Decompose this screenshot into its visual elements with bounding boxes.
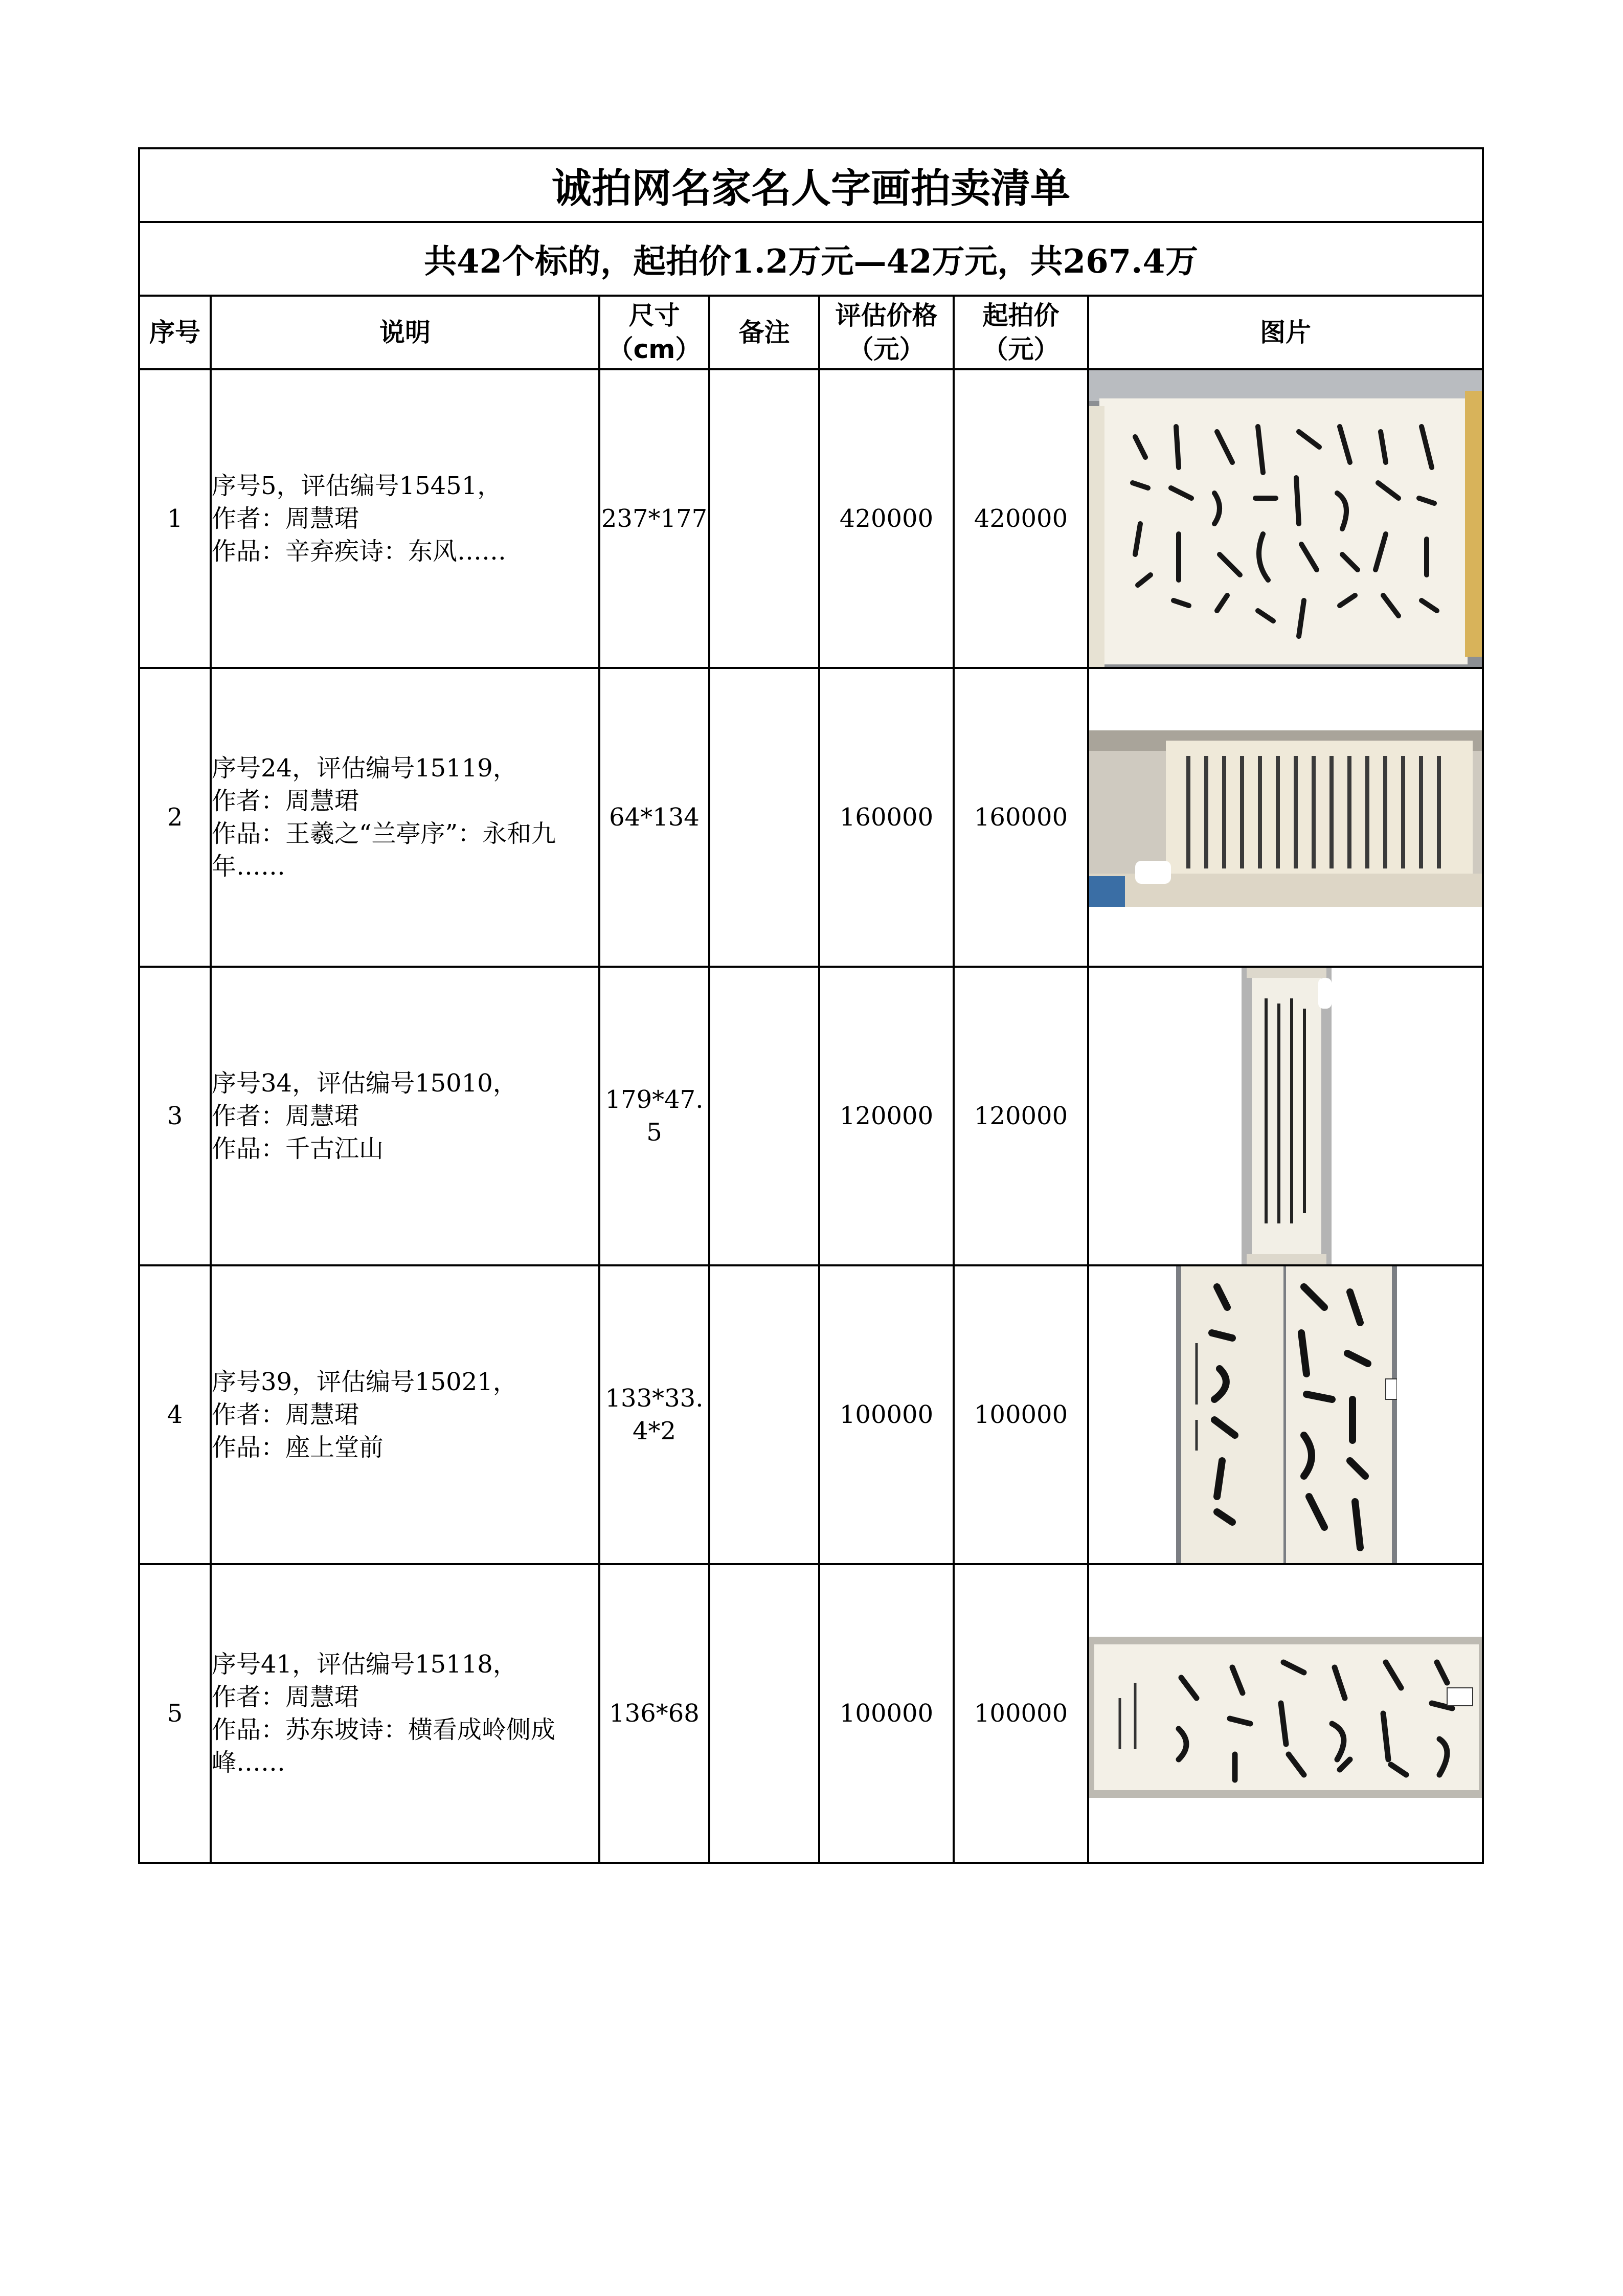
desc-line: 作者：周慧珺 <box>212 1400 359 1429</box>
header-remark: 备注 <box>709 296 819 369</box>
header-desc: 说明 <box>211 296 599 369</box>
cell-desc <box>211 1564 599 1863</box>
cell-image <box>1088 1564 1483 1863</box>
document-title: 诚拍网名家名人字画拍卖清单 <box>139 148 1483 222</box>
cell-no: 4 <box>139 1265 211 1564</box>
cell-image <box>1088 1265 1483 1564</box>
cell-estimate: 100000 <box>819 1564 954 1863</box>
desc-line: 序号39，评估编号15021， <box>212 1368 517 1396</box>
calligraphy-photo <box>1176 1266 1397 1563</box>
header-row <box>139 296 1483 369</box>
header-start-line1: 起拍价 <box>982 301 1060 330</box>
table-row <box>139 369 1483 668</box>
header-estimate-line2: （元） <box>848 335 925 364</box>
desc-line: 序号41，评估编号15118， <box>212 1650 517 1679</box>
cell-size: 179*47.5 <box>599 967 709 1265</box>
cell-estimate: 120000 <box>819 967 954 1265</box>
cell-remark <box>709 369 819 668</box>
header-start-line2: （元） <box>982 335 1060 364</box>
header-estimate-line1: 评估价格 <box>835 301 938 330</box>
desc-line: 序号34，评估编号15010， <box>212 1069 517 1098</box>
cell-estimate: 420000 <box>819 369 954 668</box>
cell-remark <box>709 668 819 967</box>
cell-image <box>1088 967 1483 1265</box>
header-size <box>599 296 709 369</box>
table-row <box>139 1265 1483 1564</box>
desc-line: 作品：千古江山 <box>212 1134 384 1163</box>
cell-no: 3 <box>139 967 211 1265</box>
cell-size: 64*134 <box>599 668 709 967</box>
header-start <box>954 296 1088 369</box>
calligraphy-photo <box>1089 1637 1483 1798</box>
cell-no: 2 <box>139 668 211 967</box>
table-row <box>139 967 1483 1265</box>
cell-desc <box>211 1265 599 1564</box>
cell-image <box>1088 369 1483 668</box>
table-row <box>139 668 1483 967</box>
desc-line: 作者：周慧珺 <box>212 504 359 533</box>
cell-start: 100000 <box>954 1265 1088 1564</box>
cell-size: 237*177 <box>599 369 709 668</box>
cell-image <box>1088 668 1483 967</box>
header-image: 图片 <box>1088 296 1483 369</box>
desc-line: 作者：周慧珺 <box>212 1683 359 1711</box>
header-no: 序号 <box>139 296 211 369</box>
header-size-line1: 尺寸 <box>628 301 680 330</box>
desc-line: 作品：辛弃疾诗：东风…… <box>212 537 507 566</box>
cell-size: 136*68 <box>599 1564 709 1863</box>
desc-line: 作品：苏东坡诗：横看成岭侧成峰…… <box>212 1715 556 1777</box>
cell-estimate: 160000 <box>819 668 954 967</box>
calligraphy-photo <box>1089 370 1483 667</box>
cell-start: 120000 <box>954 967 1088 1265</box>
auction-list-table <box>138 147 1484 1864</box>
desc-line: 作者：周慧珺 <box>212 787 359 815</box>
cell-desc <box>211 369 599 668</box>
cell-desc <box>211 967 599 1265</box>
cell-start: 160000 <box>954 668 1088 967</box>
desc-line: 作品：王羲之“兰亭序”：永和九年…… <box>212 819 556 881</box>
document-subtitle: 共42个标的，起拍价1.2万元—42万元，共267.4万 <box>139 222 1483 296</box>
desc-line: 序号5，评估编号15451， <box>212 472 502 500</box>
header-size-line2: （cm） <box>607 335 701 364</box>
cell-remark <box>709 967 819 1265</box>
header-estimate <box>819 296 954 369</box>
cell-no: 5 <box>139 1564 211 1863</box>
desc-line: 作品：座上堂前 <box>212 1433 384 1462</box>
cell-start: 100000 <box>954 1564 1088 1863</box>
calligraphy-photo <box>1242 968 1332 1264</box>
desc-line: 序号24，评估编号15119， <box>212 754 517 783</box>
cell-start: 420000 <box>954 369 1088 668</box>
cell-desc <box>211 668 599 967</box>
cell-estimate: 100000 <box>819 1265 954 1564</box>
cell-size: 133*33.4*2 <box>599 1265 709 1564</box>
cell-remark <box>709 1265 819 1564</box>
table-row <box>139 1564 1483 1863</box>
cell-no: 1 <box>139 369 211 668</box>
cell-remark <box>709 1564 819 1863</box>
calligraphy-photo <box>1089 730 1483 907</box>
desc-line: 作者：周慧珺 <box>212 1102 359 1130</box>
